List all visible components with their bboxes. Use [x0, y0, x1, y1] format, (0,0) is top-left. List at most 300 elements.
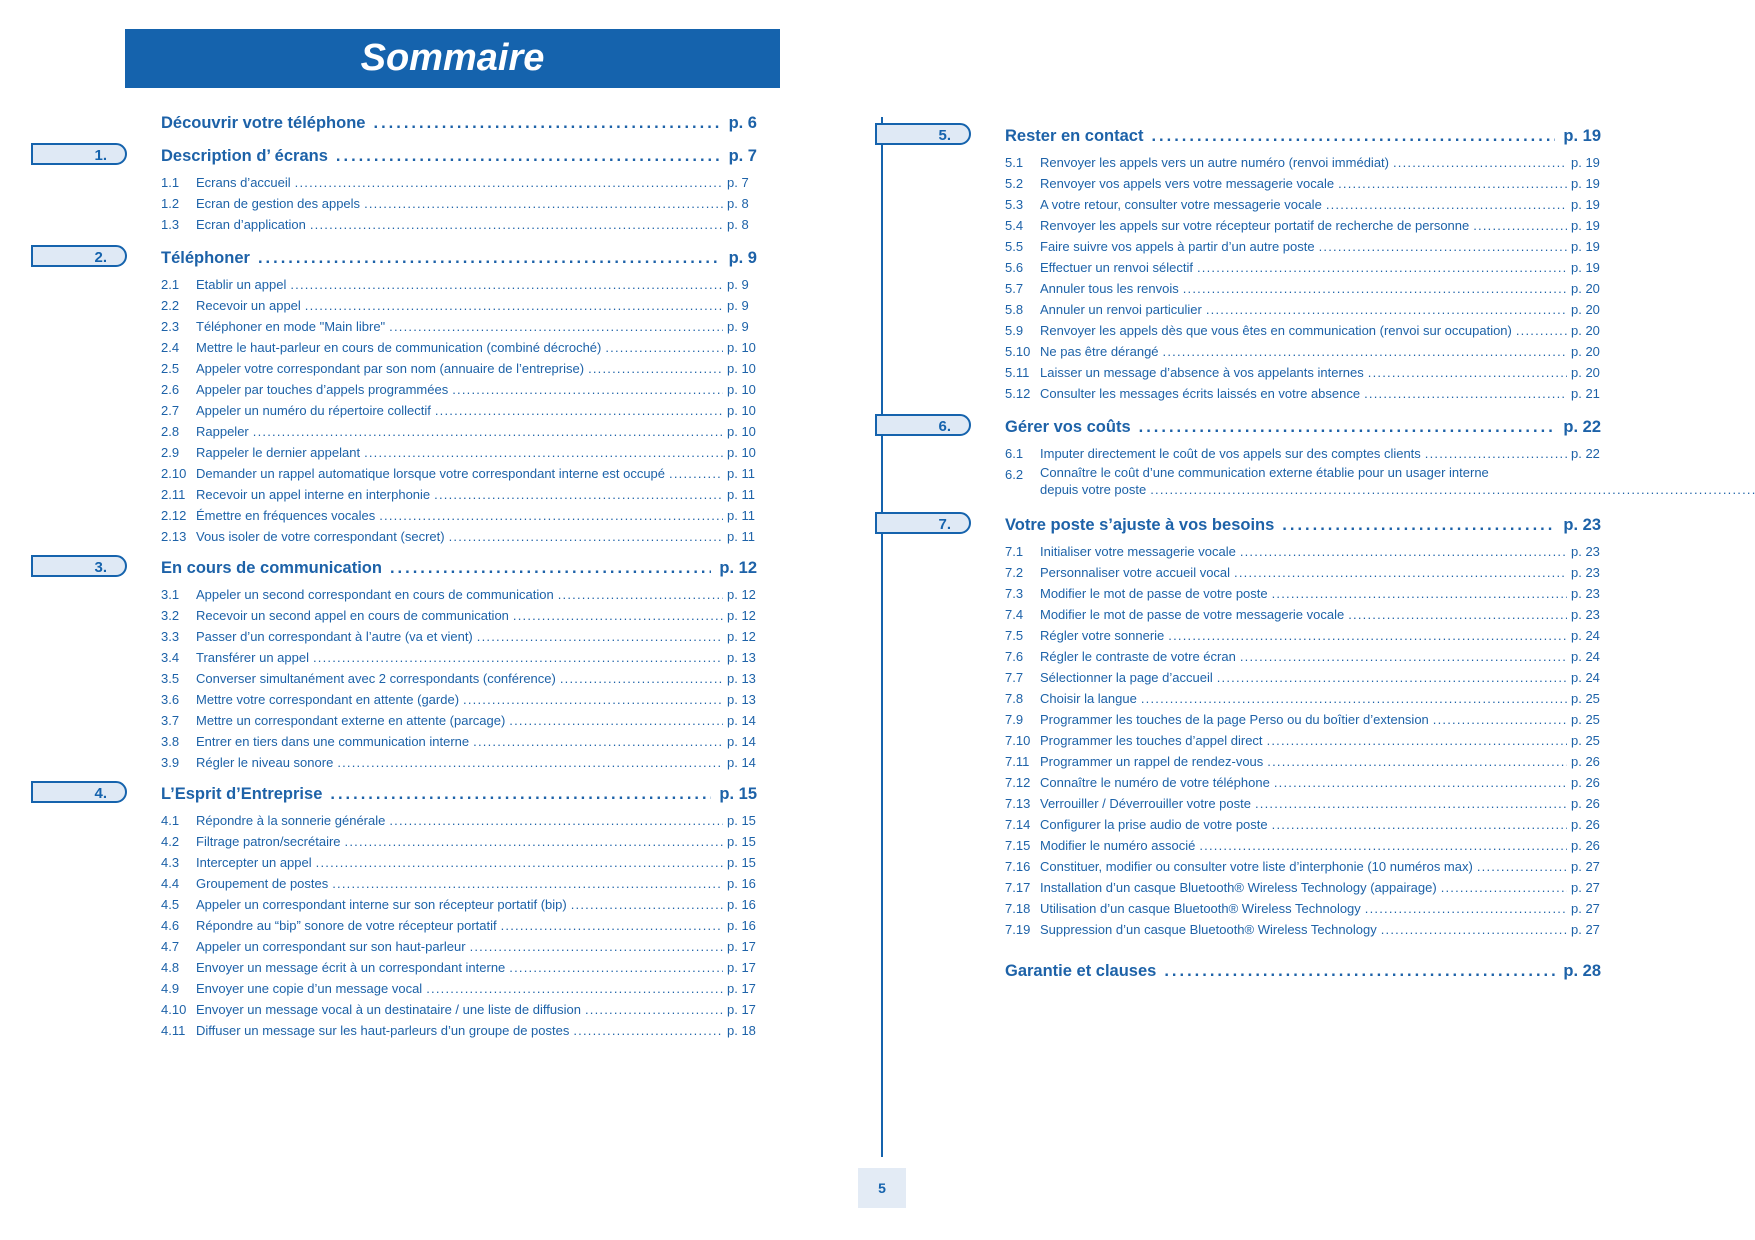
section-title: Découvrir votre téléphone — [161, 114, 366, 132]
chapter-tab[interactable]: 2. — [31, 245, 127, 267]
entry-text: Installation d’un casque Bluetooth® Wireless Technology (appairage) — [1040, 880, 1437, 895]
toc-entry[interactable] — [161, 894, 757, 915]
toc-entry[interactable] — [1005, 152, 1601, 173]
entry-text: Modifier le numéro associé — [1040, 838, 1196, 853]
entry-text: Rappeler — [196, 424, 249, 439]
toc-entry[interactable] — [1005, 215, 1601, 236]
toc-entry[interactable] — [161, 193, 757, 214]
dot-leader — [501, 915, 723, 936]
toc-entry[interactable] — [1005, 443, 1601, 464]
dot-leader — [1393, 152, 1567, 173]
entry-page: p. 11 — [727, 529, 755, 544]
dot-leader — [1477, 856, 1567, 877]
dot-leader — [330, 783, 711, 806]
entry-number: 7.10 — [1005, 733, 1031, 748]
dot-leader — [1168, 625, 1567, 646]
toc-entry[interactable] — [1005, 583, 1601, 604]
column-divider — [881, 117, 883, 1157]
toc-section-heading[interactable] — [161, 247, 757, 270]
dot-leader — [1240, 646, 1567, 667]
entry-number: 4.11 — [161, 1023, 186, 1038]
entry-number: 3.1 — [161, 587, 180, 602]
dot-leader — [571, 894, 723, 915]
dot-leader — [1274, 772, 1567, 793]
dot-leader — [373, 112, 720, 135]
entry-text: Rappeler le dernier appelant — [196, 445, 361, 460]
toc-entry[interactable] — [1005, 877, 1601, 898]
section-page: p. 7 — [728, 147, 757, 165]
entry-page: p. 17 — [727, 960, 756, 975]
toc-section — [161, 247, 757, 547]
entry-text: Ne pas être dérangé — [1040, 344, 1159, 359]
dot-leader — [379, 505, 723, 526]
entry-number: 7.8 — [1005, 691, 1024, 706]
dot-leader — [313, 647, 723, 668]
entry-text: A votre retour, consulter votre messagerie vocale — [1040, 197, 1322, 212]
entry-number: 5.12 — [1005, 386, 1031, 401]
dot-leader — [509, 710, 723, 731]
entry-number: 7.7 — [1005, 670, 1024, 685]
toc-entry[interactable] — [1005, 383, 1601, 404]
entry-number: 7.14 — [1005, 817, 1031, 832]
entry-page: p. 13 — [727, 692, 756, 707]
entry-text: Programmer les touches d’appel direct — [1040, 733, 1263, 748]
dot-leader — [1473, 215, 1567, 236]
toc-entry[interactable] — [161, 731, 757, 752]
entry-text: Vous isoler de votre correspondant (secret) — [196, 529, 445, 544]
toc-entry[interactable] — [1005, 320, 1601, 341]
dot-leader — [477, 626, 723, 647]
toc-right-column — [1005, 125, 1601, 987]
entry-text: Connaître le numéro de votre téléphone — [1040, 775, 1270, 790]
toc-entry[interactable] — [1005, 730, 1601, 751]
toc-entry[interactable] — [1005, 646, 1601, 667]
entry-page: p. 20 — [1571, 302, 1600, 317]
entry-page: p. 17 — [727, 939, 756, 954]
entry-number: 7.5 — [1005, 628, 1024, 643]
toc-entry[interactable] — [161, 421, 757, 442]
entry-page: p. 11 — [727, 466, 755, 481]
section-title: Garantie et clauses — [1005, 962, 1157, 980]
entry-number: 2.12 — [161, 508, 187, 523]
entry-text: Verrouiller / Déverrouiller votre poste — [1040, 796, 1251, 811]
toc-section-heading[interactable] — [161, 557, 757, 580]
entry-text: Choisir la langue — [1040, 691, 1137, 706]
toc-entry[interactable] — [161, 689, 757, 710]
entry-text: Connaître le coût d’une communication externe établie pour un usager interne — [1040, 465, 1489, 480]
dot-leader — [1267, 730, 1567, 751]
dot-leader — [573, 1020, 723, 1041]
dot-leader — [1282, 514, 1555, 537]
entry-text: Converser simultanément avec 2 correspondants (conférence) — [196, 671, 556, 686]
dot-leader — [316, 852, 723, 873]
toc-entry[interactable] — [1005, 236, 1601, 257]
entry-text: Programmer les touches de la page Perso ou du boîtier d’extension — [1040, 712, 1429, 727]
toc-entry[interactable] — [161, 647, 757, 668]
entry-number: 2.4 — [161, 340, 180, 355]
toc-entry[interactable] — [1005, 793, 1601, 814]
entry-page: p. 8 — [727, 217, 749, 232]
toc-entry[interactable] — [1005, 562, 1601, 583]
entry-text: Recevoir un appel — [196, 298, 301, 313]
dot-leader — [560, 668, 723, 689]
entry-number: 5.6 — [1005, 260, 1024, 275]
entry-number: 4.2 — [161, 834, 180, 849]
toc-section — [161, 557, 757, 773]
entry-page: p. 10 — [727, 424, 756, 439]
toc-entry[interactable] — [161, 873, 757, 894]
entry-page: p. 19 — [1571, 260, 1600, 275]
toc-entry[interactable] — [1005, 604, 1601, 625]
toc-entry[interactable] — [161, 172, 757, 193]
entry-number: 1.1 — [161, 175, 180, 190]
dot-leader — [1516, 320, 1567, 341]
entry-page: p. 16 — [727, 876, 756, 891]
dot-leader — [509, 957, 723, 978]
entry-text: Appeler votre correspondant par son nom (annuaire de l’entreprise) — [196, 361, 585, 376]
toc-section — [161, 145, 757, 235]
entry-number: 7.11 — [1005, 754, 1030, 769]
entry-text: Filtrage patron/secrétaire — [196, 834, 341, 849]
toc-section-heading[interactable] — [1005, 960, 1601, 983]
dot-leader — [1441, 877, 1567, 898]
dot-leader — [389, 810, 723, 831]
entry-page: p. 18 — [727, 1023, 756, 1038]
toc-entry[interactable] — [1005, 464, 1601, 502]
entry-page: p. 14 — [727, 713, 756, 728]
dot-leader — [290, 274, 723, 295]
entry-number: 4.7 — [161, 939, 180, 954]
entry-page: p. 20 — [1571, 281, 1600, 296]
entry-page: p. 9 — [727, 277, 749, 292]
entry-number: 5.7 — [1005, 281, 1024, 296]
entry-number: 7.6 — [1005, 649, 1024, 664]
toc-section — [1005, 514, 1601, 940]
entry-number: 1.3 — [161, 217, 180, 232]
entry-text-continued: depuis votre poste — [1040, 482, 1147, 497]
entry-text: Renvoyer les appels sur votre récepteur portatif de recherche de personne — [1040, 218, 1470, 233]
toc-entry[interactable] — [161, 999, 757, 1020]
entry-text: Sélectionner la page d’accueil — [1040, 670, 1213, 685]
toc-entry[interactable] — [161, 316, 757, 337]
entry-number: 7.17 — [1005, 880, 1031, 895]
entry-page: p. 13 — [727, 650, 756, 665]
page-number: 5 — [858, 1168, 906, 1208]
toc-entry[interactable] — [161, 584, 757, 605]
toc-entry[interactable] — [1005, 814, 1601, 835]
entry-page: p. 24 — [1571, 670, 1600, 685]
toc-entry[interactable] — [1005, 541, 1601, 562]
dot-leader — [588, 358, 723, 379]
entry-text: Entrer en tiers dans une communication interne — [196, 734, 470, 749]
toc-entry[interactable] — [1005, 173, 1601, 194]
dot-leader — [1365, 898, 1567, 919]
toc-section — [161, 783, 757, 1041]
entry-text: Mettre votre correspondant en attente (garde) — [196, 692, 460, 707]
entry-text: Configurer la prise audio de votre poste — [1040, 817, 1268, 832]
toc-entry[interactable] — [161, 295, 757, 316]
entry-number: 7.9 — [1005, 712, 1024, 727]
entry-text: Mettre un correspondant externe en attente (parcage) — [196, 713, 506, 728]
toc-entry[interactable] — [161, 526, 757, 547]
dot-leader — [558, 584, 723, 605]
entry-number: 3.8 — [161, 734, 180, 749]
dot-leader — [1425, 443, 1567, 464]
toc-section — [1005, 960, 1601, 983]
entry-text: Passer d’un correspondant à l’autre (va et vient) — [196, 629, 473, 644]
chapter-tab[interactable]: 5. — [875, 123, 971, 145]
toc-section-heading[interactable] — [1005, 125, 1601, 148]
toc-entry[interactable] — [1005, 625, 1601, 646]
entry-number: 5.3 — [1005, 197, 1024, 212]
entry-text: Effectuer un renvoi sélectif — [1040, 260, 1193, 275]
toc-entry[interactable] — [1005, 299, 1601, 320]
toc-entry[interactable] — [161, 337, 757, 358]
dot-leader — [345, 831, 723, 852]
toc-entry[interactable] — [1005, 751, 1601, 772]
entry-text: Appeler un second correspondant en cours de communication — [196, 587, 554, 602]
toc-section-heading[interactable] — [161, 112, 757, 135]
toc-entry[interactable] — [1005, 688, 1601, 709]
section-page: p. 12 — [719, 559, 757, 577]
entry-page: p. 23 — [1571, 565, 1600, 580]
entry-page: p. 19 — [1571, 176, 1600, 191]
toc-entry[interactable] — [161, 810, 757, 831]
entry-page: p. 25 — [1571, 733, 1600, 748]
entry-text: Ecran d’application — [196, 217, 306, 232]
entry-text: Mettre le haut-parleur en cours de communication (combiné décroché) — [196, 340, 602, 355]
entry-number: 3.3 — [161, 629, 180, 644]
toc-entry[interactable] — [161, 463, 757, 484]
entry-number: 3.5 — [161, 671, 180, 686]
toc-section — [1005, 125, 1601, 404]
toc-entry[interactable] — [1005, 772, 1601, 793]
dot-leader — [1338, 173, 1567, 194]
entry-page: p. 27 — [1571, 880, 1600, 895]
toc-entry[interactable] — [1005, 667, 1601, 688]
entry-number: 5.2 — [1005, 176, 1024, 191]
entry-page: p. 10 — [727, 382, 756, 397]
entry-page: p. 26 — [1571, 817, 1600, 832]
entry-page: p. 26 — [1571, 775, 1600, 790]
toc-entry[interactable] — [161, 936, 757, 957]
entry-page: p. 10 — [727, 340, 756, 355]
dot-leader — [1183, 278, 1567, 299]
entry-page: p. 9 — [727, 298, 749, 313]
entry-page: p. 10 — [727, 361, 756, 376]
entry-page: p. 12 — [727, 629, 756, 644]
section-page: p. 28 — [1563, 962, 1601, 980]
entry-page: p. 27 — [1571, 859, 1600, 874]
toc-entry[interactable] — [161, 957, 757, 978]
toc-entry[interactable] — [1005, 257, 1601, 278]
entry-number: 2.1 — [161, 277, 180, 292]
section-page: p. 22 — [1563, 418, 1601, 436]
chapter-tab[interactable]: 4. — [31, 781, 127, 803]
dot-leader — [1164, 960, 1555, 983]
dot-leader — [1381, 919, 1567, 940]
toc-entry[interactable] — [1005, 194, 1601, 215]
dot-leader — [1234, 562, 1567, 583]
entry-page: p. 19 — [1571, 155, 1600, 170]
entry-text: Appeler par touches d’appels programmées — [196, 382, 449, 397]
toc-entry[interactable] — [161, 274, 757, 295]
toc-entry[interactable] — [1005, 709, 1601, 730]
entry-number: 2.13 — [161, 529, 187, 544]
entry-text: Suppression d’un casque Bluetooth® Wireless Technology — [1040, 922, 1377, 937]
chapter-tab[interactable]: 7. — [875, 512, 971, 534]
entry-page: p. 23 — [1571, 544, 1600, 559]
entry-page: p. 20 — [1571, 365, 1600, 380]
entry-number: 6.1 — [1005, 446, 1024, 461]
entry-page: p. 22 — [1571, 446, 1600, 461]
entry-number: 2.11 — [161, 487, 186, 502]
dot-leader — [470, 936, 723, 957]
dot-leader — [1348, 604, 1567, 625]
entry-number: 4.5 — [161, 897, 180, 912]
dot-leader — [1151, 125, 1555, 148]
entry-second-line — [1040, 481, 1755, 498]
entry-number: 5.1 — [1005, 155, 1024, 170]
dot-leader — [605, 337, 723, 358]
dot-leader — [310, 214, 723, 235]
chapter-tab[interactable]: 1. — [31, 143, 127, 165]
entry-page: p. 13 — [727, 671, 756, 686]
dot-leader — [513, 605, 723, 626]
entry-page: p. 26 — [1571, 838, 1600, 853]
dot-leader — [337, 752, 723, 773]
entry-text: Utilisation d’un casque Bluetooth® Wireless Technology — [1040, 901, 1361, 916]
entry-text: Recevoir un second appel en cours de communication — [196, 608, 509, 623]
dot-leader — [435, 400, 723, 421]
dot-leader — [1197, 257, 1567, 278]
toc-entry[interactable] — [161, 831, 757, 852]
toc-section-heading[interactable] — [1005, 514, 1601, 537]
toc-entry[interactable] — [161, 214, 757, 235]
entry-number: 2.3 — [161, 319, 180, 334]
entry-number: 2.9 — [161, 445, 180, 460]
toc-section-heading[interactable] — [161, 783, 757, 806]
toc-entry[interactable] — [161, 605, 757, 626]
toc-entry[interactable] — [161, 505, 757, 526]
dot-leader — [1217, 667, 1567, 688]
entry-number: 3.7 — [161, 713, 180, 728]
dot-leader — [669, 463, 723, 484]
entry-number: 2.7 — [161, 403, 180, 418]
entry-page: p. 19 — [1571, 239, 1600, 254]
section-page: p. 15 — [719, 785, 757, 803]
entry-text: Ecran de gestion des appels — [196, 196, 361, 211]
entry-page: p. 21 — [1571, 386, 1600, 401]
entry-text: Constituer, modifier ou consulter votre liste d’interphonie (10 numéros max) — [1040, 859, 1473, 874]
toc-entry[interactable] — [1005, 341, 1601, 362]
entry-text: Répondre au “bip” sonore de votre récepteur portatif — [196, 918, 497, 933]
entry-page: p. 10 — [727, 403, 756, 418]
entry-number: 7.3 — [1005, 586, 1024, 601]
entry-text: Transférer un appel — [196, 650, 309, 665]
dot-leader — [434, 484, 723, 505]
section-title: Rester en contact — [1005, 127, 1144, 145]
toc-entry[interactable] — [161, 978, 757, 999]
entry-text: Envoyer un message écrit à un correspondant interne — [196, 960, 506, 975]
toc-entry[interactable] — [161, 915, 757, 936]
entry-number: 2.10 — [161, 466, 187, 481]
toc-entry[interactable] — [161, 852, 757, 873]
entry-page: p. 12 — [727, 608, 756, 623]
entry-page: p. 16 — [727, 918, 756, 933]
toc-entry[interactable] — [1005, 898, 1601, 919]
toc-entry[interactable] — [161, 1020, 757, 1041]
entry-text: Régler le contraste de votre écran — [1040, 649, 1236, 664]
dot-leader — [463, 689, 723, 710]
dot-leader — [336, 145, 721, 168]
toc-entry[interactable] — [161, 400, 757, 421]
toc-entry[interactable] — [1005, 362, 1601, 383]
dot-leader — [1272, 583, 1567, 604]
entry-page: p. 9 — [727, 319, 749, 334]
entry-number: 4.3 — [161, 855, 180, 870]
entry-number: 2.6 — [161, 382, 180, 397]
dot-leader — [1272, 814, 1567, 835]
toc-entry[interactable] — [1005, 919, 1601, 940]
section-title: Gérer vos coûts — [1005, 418, 1131, 436]
entry-page: p. 8 — [727, 196, 749, 211]
entry-number: 4.1 — [161, 813, 180, 828]
toc-section-heading[interactable] — [161, 145, 757, 168]
toc-entry[interactable] — [161, 626, 757, 647]
entry-number: 2.8 — [161, 424, 180, 439]
entry-number: 7.13 — [1005, 796, 1031, 811]
toc-entry[interactable] — [1005, 856, 1601, 877]
entry-page: p. 26 — [1571, 754, 1600, 769]
entry-text: Renvoyer vos appels vers votre messagerie vocale — [1040, 176, 1335, 191]
entry-number: 4.8 — [161, 960, 180, 975]
entry-number: 6.2 — [1005, 467, 1024, 482]
toc-entry[interactable] — [1005, 835, 1601, 856]
section-page: p. 9 — [728, 249, 757, 267]
toc-entry[interactable] — [161, 752, 757, 773]
entry-text: Émettre en fréquences vocales — [196, 508, 376, 523]
toc-entry[interactable] — [161, 379, 757, 400]
entry-text: Modifier le mot de passe de votre messagerie vocale — [1040, 607, 1345, 622]
dot-leader — [389, 316, 723, 337]
toc-entry[interactable] — [161, 358, 757, 379]
toc-entry[interactable] — [161, 710, 757, 731]
section-page: p. 6 — [728, 114, 757, 132]
toc-entry[interactable] — [161, 668, 757, 689]
toc-entry[interactable] — [161, 442, 757, 463]
toc-entry[interactable] — [161, 484, 757, 505]
section-page: p. 19 — [1563, 127, 1601, 145]
entry-page: p. 17 — [727, 981, 756, 996]
dot-leader — [295, 172, 723, 193]
entry-number: 1.2 — [161, 196, 180, 211]
page-title: Sommaire — [125, 29, 780, 88]
toc-section-heading[interactable] — [1005, 416, 1601, 439]
entry-number: 4.4 — [161, 876, 180, 891]
entry-number: 7.18 — [1005, 901, 1031, 916]
entry-page: p. 23 — [1571, 586, 1600, 601]
dot-leader — [426, 978, 723, 999]
chapter-tab[interactable]: 6. — [875, 414, 971, 436]
toc-entry[interactable] — [1005, 278, 1601, 299]
entry-text: Envoyer une copie d’un message vocal — [196, 981, 423, 996]
chapter-tab[interactable]: 3. — [31, 555, 127, 577]
entry-number: 5.5 — [1005, 239, 1024, 254]
entry-text: Téléphoner en mode "Main libre" — [196, 319, 386, 334]
entry-number: 3.6 — [161, 692, 180, 707]
entry-text: Régler le niveau sonore — [196, 755, 334, 770]
